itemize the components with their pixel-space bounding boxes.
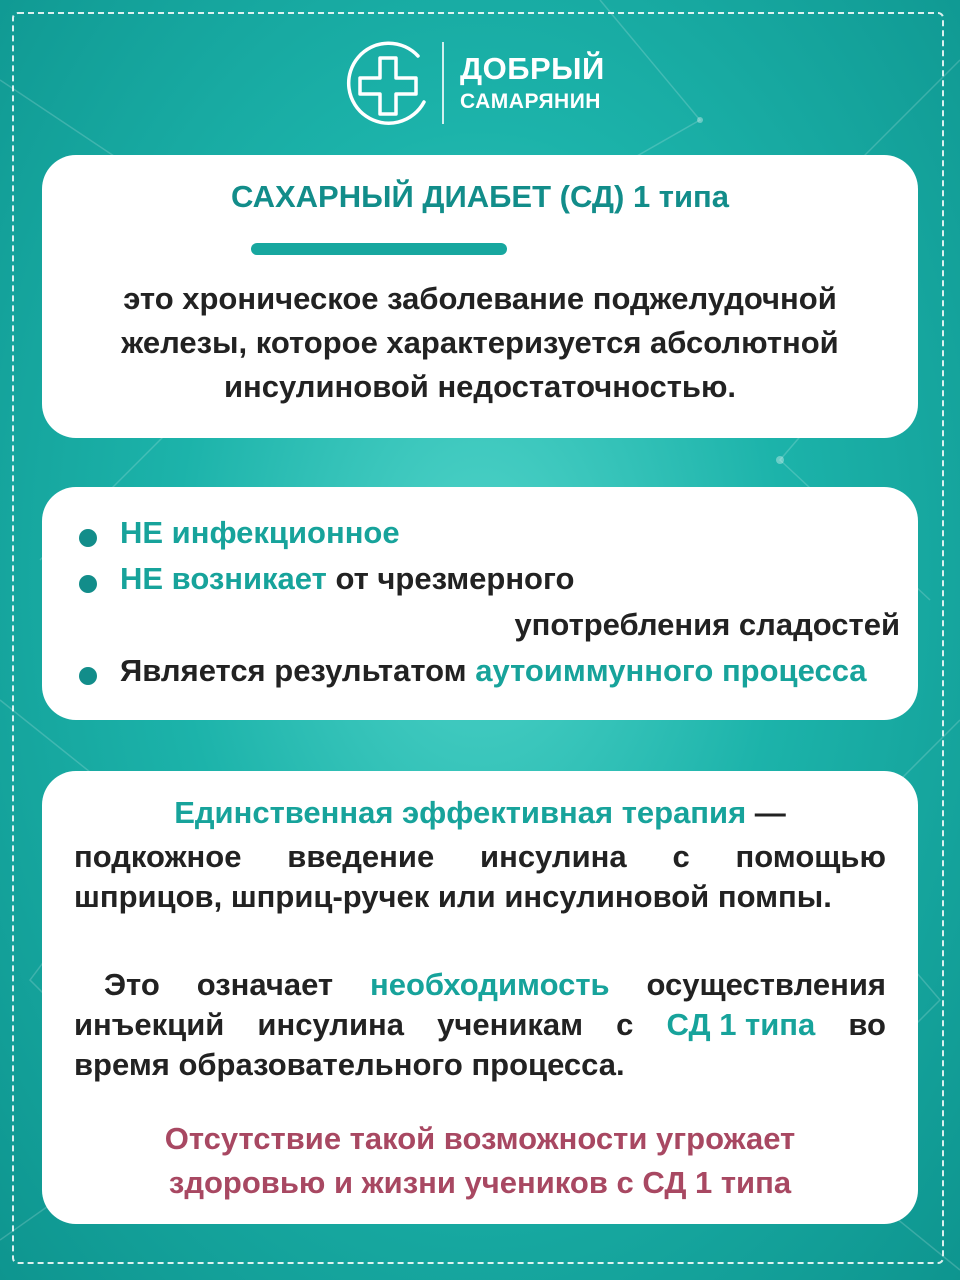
facts-card [42,487,918,720]
bullet-dot [79,529,97,547]
fact-text: от чрезмерного [326,561,575,596]
therapy-line-text: шприцов, шприц-ручек или инсулиновой помпы. [74,879,832,914]
word: введение [287,839,435,874]
definition-line: железы, которое характеризуется абсолютной [121,325,839,360]
word: во [848,1007,886,1042]
bullet-dot [79,667,97,685]
word: ученикам [437,1007,584,1042]
word: инъекций [74,1007,225,1042]
fact-item-continuation: употребления сладостей [514,607,900,642]
title-underline-bar [251,243,507,255]
word: подкожное [74,839,242,874]
fact-highlight: НЕ возникает [120,561,327,596]
fact-highlight: НЕ инфекционное [120,515,400,550]
warning-line: здоровью и жизни учеников с СД 1 типа [168,1165,792,1200]
word: помощью [735,839,886,874]
fact-item-not-from-sweets [120,561,574,597]
therapy-line-text: время образовательного процесса. [74,1047,625,1082]
therapy-line [74,839,886,875]
word: инсулина [480,839,627,874]
warning-line: Отсутствие такой возможности угрожает [164,1121,796,1156]
bullet-dot [79,575,97,593]
diagnosis-highlight: СД 1 типа [666,1007,816,1042]
word: инсулина [257,1007,404,1042]
necessity-line [74,1047,886,1083]
brand-name-line1: ДОБРЫЙ [460,51,605,86]
necessity-highlight: необходимость [370,967,610,1002]
word: с [616,1007,634,1042]
therapy-heading-dash: — [746,795,786,830]
definition-line: инсулиновой недостаточностью. [223,369,737,404]
therapy-heading [42,795,918,831]
medical-cross-icon [340,40,436,128]
card-title: САХАРНЫЙ ДИАБЕТ (СД) 1 типа [230,179,729,214]
word: Это [104,967,160,1002]
definition-card [42,155,918,438]
fact-item-autoimmune [120,653,867,689]
fact-item-not-infectious [120,515,400,551]
necessity-line [104,967,886,1003]
necessity-line [74,1007,886,1043]
therapy-card [42,771,918,1224]
fact-highlight: аутоиммунного процесса [475,653,867,688]
definition-line: это хроническое заболевание поджелудочной [123,281,837,316]
fact-text: Является результатом [120,653,476,688]
word: с [672,839,690,874]
word: осуществления [646,967,886,1002]
logo-divider [442,42,444,124]
brand-name-line2: САМАРЯНИН [460,90,601,114]
therapy-heading-highlight: Единственная эффективная терапия [174,795,747,830]
warning-text [42,1117,918,1205]
brand-name [460,52,605,113]
word: означает [196,967,334,1002]
therapy-line [74,879,886,915]
definition-text [72,277,888,409]
